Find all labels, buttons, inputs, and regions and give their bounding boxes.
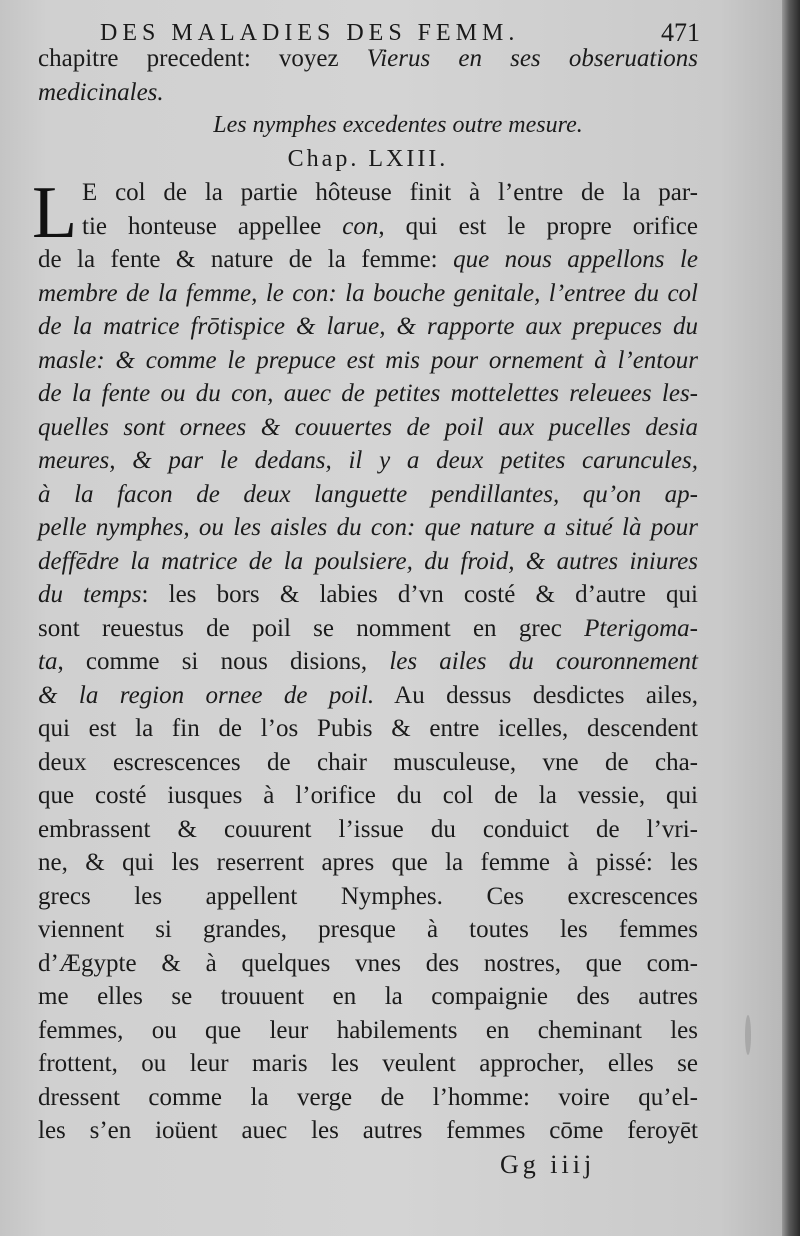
text-segment: medicinales. (38, 78, 164, 106)
text-segment: Chap. LXIII. (287, 145, 449, 172)
text-segment: chapitre precedent: voyez (38, 45, 367, 72)
text-line (38, 109, 698, 143)
text-line (38, 679, 698, 713)
text-segment: quelles sont ornees & couuertes de poil aux pucelles desia (38, 413, 698, 441)
page-edge-shadow (782, 0, 800, 1236)
text-segment: grecs les appellent Nymphes. Ces excrescences (38, 882, 698, 910)
text-segment: con (342, 212, 379, 240)
text-line (38, 612, 698, 646)
text-segment: Les nymphes excedentes outre mesure. (213, 112, 583, 138)
text-segment: & la region ornee de poil. (38, 681, 375, 709)
text-segment: masle: & comme le prepuce est mis pour ornement à l’entour (38, 346, 698, 374)
text-line (38, 578, 698, 612)
text-line (38, 344, 698, 378)
text-line (38, 1014, 698, 1048)
text-segment: , comme si nous disions, (57, 648, 390, 675)
text-segment: membre de la femme, le con: la bouche genitale, l’entree du col (38, 279, 698, 307)
text-line (38, 411, 698, 445)
text-line (38, 1114, 698, 1148)
text-line (38, 1047, 698, 1081)
text-line (38, 310, 698, 344)
text-segment: de la matrice frōtispice & larue, & rapporte aux prepuces du (38, 313, 698, 340)
text-line (38, 645, 698, 679)
text-segment: deffēdre la matrice de la poulsiere, du froid, & autres iniures (38, 547, 698, 575)
text-segment: E col de la partie hôteuse finit à l’entre de la par- (82, 179, 698, 206)
text-segment: de la fente & nature de la femme: (38, 246, 454, 273)
text-line (38, 377, 698, 411)
text-segment: viennent si grandes, presque à toutes les femmes (38, 916, 698, 943)
text-segment: embrassent & couurent l’issue du conduict de l’vri- (38, 815, 698, 843)
text-segment: ne, & qui les reserrent apres que la femme à pissé: les (38, 849, 698, 876)
text-line (38, 980, 698, 1014)
text-line (38, 277, 698, 311)
text-line (38, 712, 698, 746)
text-segment: à la facon de deux languette pendillantes, qu’on ap- (38, 480, 698, 508)
drop-cap: L (32, 172, 78, 254)
text-segment: d’Ægypte & à quelques vnes des nostres, que com- (38, 949, 698, 977)
text-line (38, 779, 698, 813)
text-line (38, 947, 698, 981)
text-segment: Vierus en ses obseruations (366, 45, 698, 72)
text-segment: pelle nymphes, ou les aisles du con: que nature a situé là pour (38, 514, 698, 541)
text-segment: femmes, ou que leur habilements en cheminant les (38, 1016, 698, 1044)
text-line (38, 880, 698, 914)
text-line (38, 243, 698, 277)
text-line (38, 42, 698, 76)
text-line (38, 143, 698, 177)
page-number: 471 (661, 18, 700, 47)
text-line (38, 1081, 698, 1115)
text-segment: que nous appellons le (453, 246, 698, 273)
text-segment: ta (38, 648, 58, 675)
text-line (38, 478, 698, 512)
signature-mark: Gg iiij (500, 1150, 596, 1179)
text-segment: Au dessus desdictes ailes, (374, 681, 698, 709)
text-line (38, 813, 698, 847)
text-line (38, 913, 698, 947)
running-head: DES MALADIES DES FEMM. (100, 20, 520, 46)
text-segment: , qui est le propre orifice (378, 212, 698, 240)
text-segment: tie honteuse appellee (82, 212, 343, 240)
text-segment: frottent, ou leur maris les veulent approcher, elles se (38, 1050, 698, 1077)
text-line (38, 76, 698, 110)
text-segment: qui est la fin de l’os Pubis & entre icelles, descendent (38, 715, 698, 742)
text-segment: Pterigoma- (584, 614, 698, 642)
text-segment: deux escrescences de chair musculeuse, vne de cha- (38, 748, 698, 776)
text-segment: meures, & par le dedans, il y a deux petites caruncules, (38, 447, 698, 474)
text-line (38, 746, 698, 780)
text-segment: du temps (38, 581, 142, 608)
text-segment: les s’en ioüent auec les autres femmes cōme feroyēt (38, 1117, 698, 1144)
text-segment: : les bors & labies d’vn costé & d’autre qui (141, 581, 699, 608)
text-segment: que costé iusques à l’orifice du col de la vessie, qui (38, 782, 698, 809)
body-text (32, 42, 699, 1148)
text-line (38, 210, 698, 244)
text-segment: les ailes du couronnement (389, 648, 698, 675)
ink-smudge (745, 1015, 751, 1055)
text-segment: sont reuestus de poil se nomment en grec (38, 614, 585, 642)
text-line (38, 444, 698, 478)
text-segment: dressent comme la verge de l’homme: voire qu’el- (38, 1083, 698, 1111)
text-line (38, 511, 698, 545)
text-segment: de la fente ou du con, auec de petites mottelettes releuees les- (38, 380, 698, 407)
text-line (38, 846, 698, 880)
text-segment: me elles se trouuent en la compaignie des autres (38, 983, 698, 1010)
text-line (38, 545, 698, 579)
